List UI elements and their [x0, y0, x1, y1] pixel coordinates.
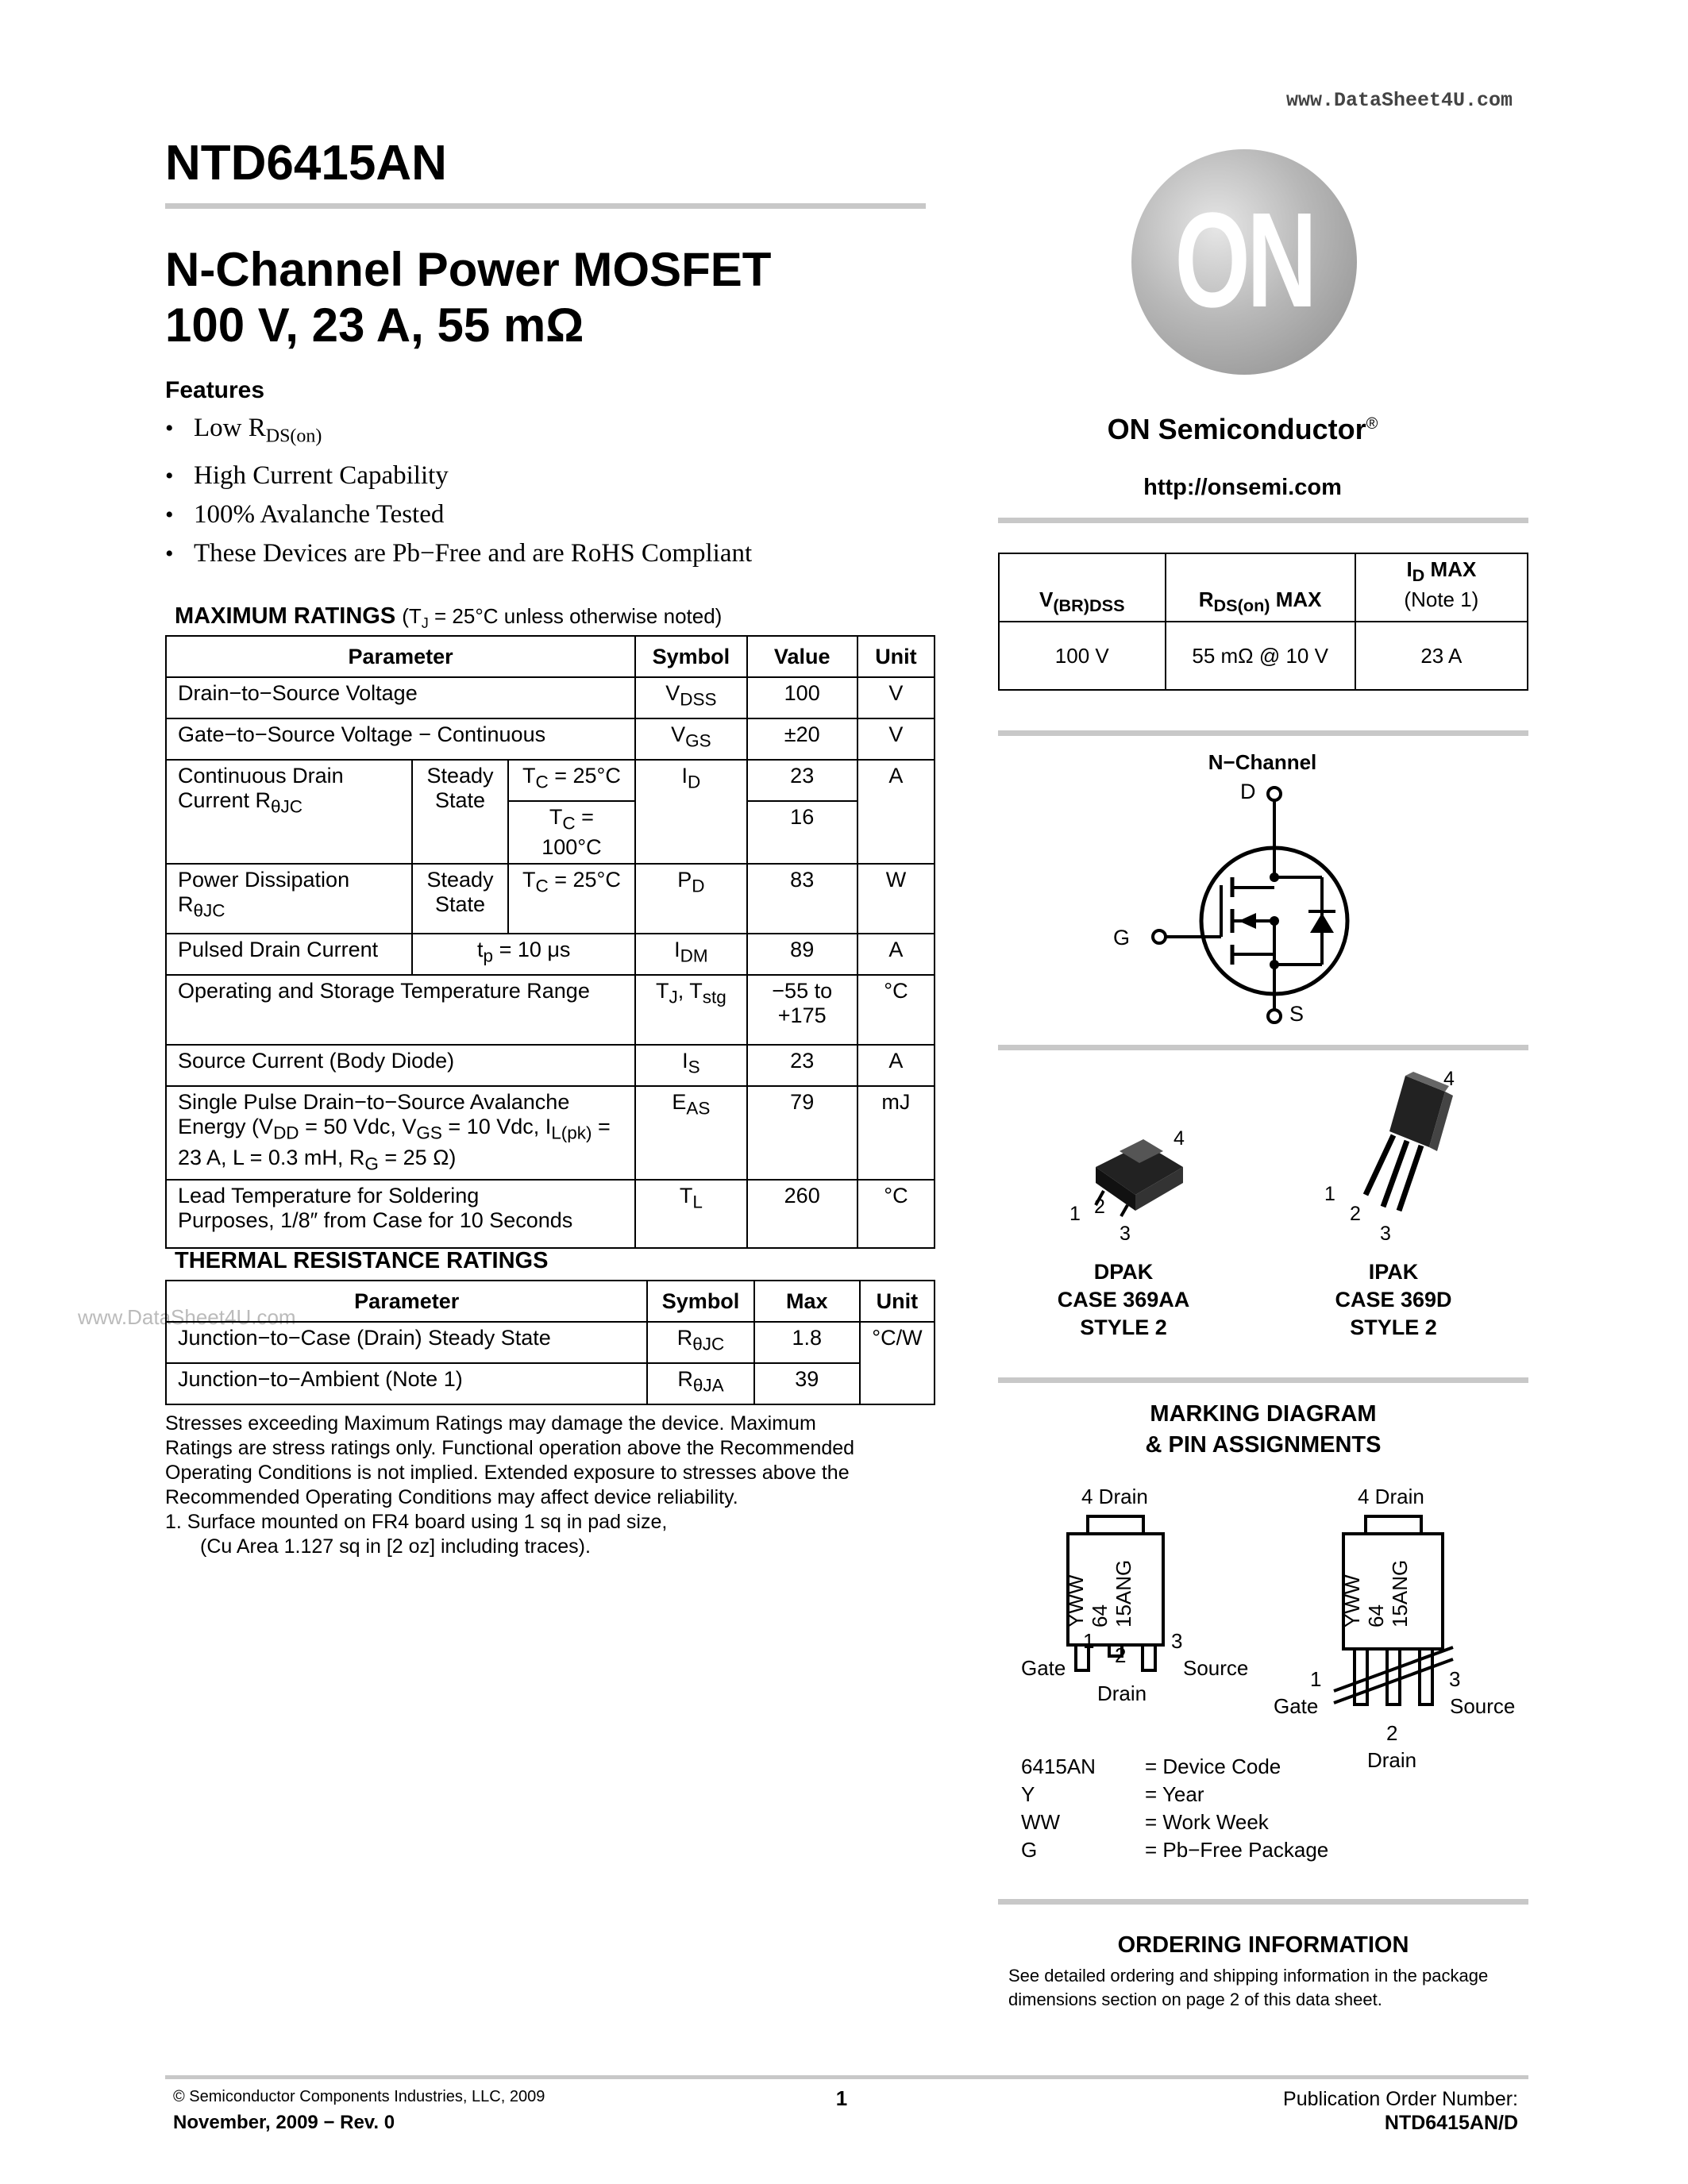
ipak-pin-2: 2 [1350, 1203, 1361, 1225]
section-rule [998, 1899, 1528, 1905]
features-heading: Features [165, 377, 265, 403]
ipak-drain4-label: 4 Drain [1358, 1485, 1424, 1508]
part-number: NTD6415AN [165, 136, 447, 191]
table-row: Drain−to−Source Voltage $V_{DSS}$ 100 V [166, 677, 935, 718]
dpak-drain-label: Drain [1097, 1681, 1147, 1705]
feature-item: • High Current Capability [165, 456, 752, 495]
company-name: ON Semiconductor® [1107, 413, 1378, 445]
ipak-drain-label: Drain [1367, 1748, 1417, 1772]
title-line-1: N-Channel Power MOSFET [165, 243, 772, 296]
watermark-side: www.DataSheet4U.com [78, 1305, 296, 1329]
pub-label: Publication Order Number: [1283, 2088, 1518, 2110]
ipak-package-icon [1350, 1072, 1477, 1223]
title-rule [165, 203, 926, 209]
section-rule [998, 1377, 1528, 1383]
ipak-pin-4: 4 [1443, 1068, 1455, 1090]
table-row: 100 V 55 mΩ @ 10 V 23 A [999, 622, 1528, 690]
table-row: Pulsed Drain Current $t_p = 10$ μs $I_{DM}$ 89 A [166, 934, 935, 975]
doc-title [165, 242, 771, 353]
table-row: Source Current (Body Diode) $I_S$ 23 A [166, 1045, 935, 1086]
page-number: 1 [835, 2086, 848, 2110]
stress-note: Stresses exceeding Maximum Ratings may damage the device. Maximum Ratings are stress ratings only. Functional operation above the Recommended Operating Conditions is not implied. Extended exposure to stresses above the Recommended Operating Conditions may affect device reliability. 1. Surface mounted on FR4 board using 1 sq in pad size, (Cu Area 1.127 sq in [2 oz] including traces). [165, 1412, 935, 1559]
footer-copyright: © Semiconductor Components Industries, LLC, 2009 [173, 2088, 545, 2105]
dpak-pin-1-label: 1 [1083, 1629, 1095, 1653]
logo-text: ON [1174, 185, 1314, 336]
ordering-heading: ORDERING INFORMATION [1117, 1932, 1409, 1958]
dpak-pin-4: 4 [1174, 1127, 1185, 1150]
dpak-gate-label: Gate [1021, 1656, 1066, 1680]
footer-date: November, 2009 − Rev. 0 [173, 2112, 395, 2133]
pub-number: NTD6415AN/D [1384, 2112, 1518, 2134]
source-label: S [1289, 1002, 1305, 1026]
legend-row: Y = Year [1021, 1782, 1204, 1806]
features-list [165, 409, 752, 573]
company-url[interactable]: http://onsemi.com [1143, 475, 1342, 500]
table-header-row: Parameter Symbol Max Unit [166, 1281, 935, 1322]
section-rule [998, 1045, 1528, 1050]
legend-row: 6415AN = Device Code [1021, 1755, 1281, 1778]
dpak-label: DPAK CASE 369AA STYLE 2 [1057, 1260, 1190, 1339]
marking-legend [1021, 1753, 1328, 1864]
max-ratings-table [165, 635, 935, 1249]
watermark-top: www.DataSheet4U.com [1286, 89, 1513, 112]
table-header-row: Parameter Symbol Value Unit [166, 636, 935, 677]
dpak-pin-1: 1 [1069, 1203, 1081, 1225]
gate-label: G [1113, 926, 1131, 949]
feature-item: • Low $R_{DS(on)}$ [165, 409, 752, 456]
ipak-pin-2-label: 2 [1386, 1721, 1398, 1745]
marking-heading: MARKING DIAGRAM & PIN ASSIGNMENTS [1145, 1401, 1382, 1458]
table-row: Lead Temperature for Soldering Purposes, 1/8″ from Case for 10 Seconds $T_L$ 260 °C [166, 1180, 935, 1248]
ipak-pin-3: 3 [1380, 1223, 1391, 1245]
ipak-gate-label: Gate [1274, 1694, 1319, 1718]
ipak-source-label: Source [1450, 1694, 1516, 1718]
legend-row: WW = Work Week [1021, 1810, 1269, 1834]
table-row: Continuous Drain Current $R_{\theta JC}$ Steady State $T_C = 25^\circ C$ $I_D$ 23 A [166, 760, 935, 801]
on-logo-icon [1131, 149, 1357, 375]
schematic-title: N−Channel [1208, 750, 1317, 774]
ipak-chip-marking: YWW 64 15ANG [1340, 1559, 1412, 1627]
section-rule [998, 518, 1528, 523]
drain-label: D [1240, 780, 1256, 803]
ordering-text: See detailed ordering and shipping information in the package dimensions section on page 2 of this data sheet. [1008, 1966, 1489, 2009]
thermal-heading: THERMAL RESISTANCE RATINGS [175, 1248, 549, 1273]
ipak-label: IPAK CASE 369D STYLE 2 [1335, 1260, 1452, 1339]
table-row: Power Dissipation $R_{\theta JC}$ Steady State $T_C = 25^\circ C$ $P_D$ 83 W [166, 864, 935, 934]
section-rule [998, 730, 1528, 736]
dpak-drain4-label: 4 Drain [1081, 1485, 1148, 1508]
ipak-pin-1: 1 [1324, 1183, 1335, 1205]
dpak-chip-marking: YWW 64 15ANG [1064, 1559, 1135, 1627]
footer-rule [165, 2075, 1528, 2079]
footnote-1: 1. Surface mounted on FR4 board using 1 sq in pad size, [165, 1511, 668, 1533]
dpak-pin-2: 2 [1094, 1196, 1105, 1218]
table-row: Junction−to−Case (Drain) Steady State $R_{\theta JC}$ 1.8 °C/W [166, 1322, 935, 1363]
dpak-pin-3-label: 3 [1171, 1629, 1183, 1653]
table-row: Operating and Storage Temperature Range $T_J$, $T_{stg}$ −55 to +175 °C [166, 975, 935, 1045]
table-header-row: $V_{(BR)DSS}$ $R_{DS(on)}$ MAX $I_D$ MAX (Note 1) [999, 553, 1528, 622]
summary-table [998, 553, 1528, 691]
table-row: Junction−to−Ambient (Note 1) $R_{\theta JA}$ 39 [166, 1363, 935, 1404]
dpak-pin-2-label: 2 [1115, 1643, 1127, 1667]
footnote-2: (Cu Area 1.127 sq in [2 oz] including traces). [200, 1535, 591, 1558]
dpak-source-label: Source [1183, 1656, 1249, 1680]
title-line-2: 100 V, 23 A, 55 mΩ [165, 299, 584, 352]
table-row: Single Pulse Drain−to−Source Avalanche Energy ($V_{DD} = 50$ Vdc, $V_{GS} = 10$ Vdc, $I_{L(pk)}$ = 23 A, L = 0.3 mH, $R_G = 25$ Ω) $E_{AS}$ 79 mJ [166, 1086, 935, 1180]
max-ratings-heading: MAXIMUM RATINGS ($T_J = 25^\circ C$ unless otherwise noted) [175, 603, 723, 632]
feature-item: • 100% Avalanche Tested [165, 495, 752, 534]
ipak-pin-3-label: 3 [1449, 1667, 1461, 1691]
ipak-pin-1-label: 1 [1310, 1667, 1322, 1691]
dpak-pin-3: 3 [1120, 1223, 1131, 1245]
table-row: Gate−to−Source Voltage − Continuous $V_{GS}$ ±20 V [166, 718, 935, 760]
thermal-table [165, 1280, 935, 1405]
legend-row: G = Pb−Free Package [1021, 1838, 1329, 1862]
table-row: $T_C = 100^\circ C$ 16 [166, 801, 935, 864]
feature-item: • These Devices are Pb−Free and are RoHS Compliant [165, 534, 752, 573]
mosfet-symbol-icon [1127, 778, 1397, 1032]
